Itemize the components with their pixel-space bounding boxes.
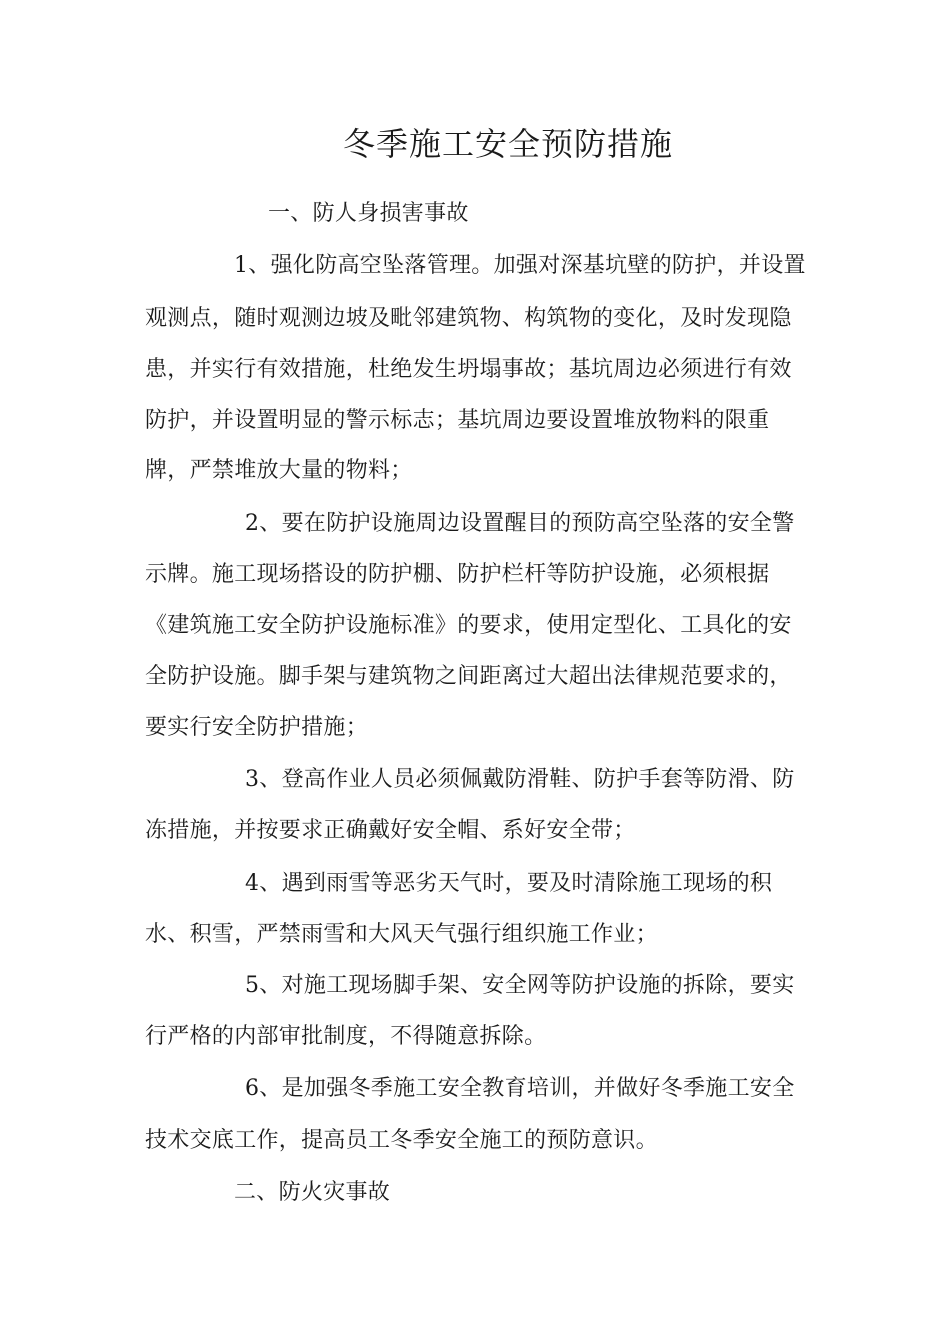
- paragraph-2-line-5: 要实行安全防护措施；: [145, 715, 369, 740]
- paragraph-2-line-1: 2、要在防护设施周边设置醒目的预防高空坠落的安全警: [245, 511, 795, 536]
- paragraph-2-line-2: 示牌。施工现场搭设的防护棚、防护栏杆等防护设施，必须根据: [145, 562, 770, 587]
- paragraph-5-line-1: 5、对施工现场脚手架、安全网等防护设施的拆除，要实: [245, 973, 795, 998]
- paragraph-6-line-2: 技术交底工作，提高员工冬季安全施工的预防意识。: [145, 1128, 658, 1153]
- paragraph-5-line-2: 行严格的内部审批制度，不得随意拆除。: [145, 1024, 547, 1049]
- paragraph-1-line-5: 牌，严禁堆放大量的物料；: [145, 458, 413, 483]
- paragraph-1-line-4: 防护，并设置明显的警示标志；基坑周边要设置堆放物料的限重: [145, 408, 770, 433]
- paragraph-2-line-3: 《建筑施工安全防护设施标准》的要求，使用定型化、工具化的安: [145, 613, 792, 638]
- paragraph-6-line-1: 6、是加强冬季施工安全教育培训，并做好冬季施工安全: [245, 1076, 795, 1101]
- paragraph-3-line-2: 冻措施，并按要求正确戴好安全帽、系好安全带；: [145, 818, 636, 843]
- section-heading-1: 一、防人身损害事故: [268, 201, 469, 226]
- section-heading-2: 二、防火灾事故: [234, 1180, 391, 1205]
- paragraph-4-line-2: 水、积雪，严禁雨雪和大风天气强行组织施工作业；: [145, 922, 658, 947]
- paragraph-1-line-3: 患，并实行有效措施，杜绝发生坍塌事故；基坑周边必须进行有效: [145, 357, 792, 382]
- paragraph-1-line-1: 1、强化防高空坠落管理。加强对深基坑壁的防护，并设置: [234, 253, 806, 278]
- document-title: 冬季施工安全预防措施: [342, 125, 673, 163]
- paragraph-2-line-4: 全防护设施。脚手架与建筑物之间距离过大超出法律规范要求的，: [145, 664, 792, 689]
- paragraph-3-line-1: 3、登高作业人员必须佩戴防滑鞋、防护手套等防滑、防: [245, 767, 795, 792]
- paragraph-1-line-2: 观测点，随时观测边坡及毗邻建筑物、构筑物的变化，及时发现隐: [145, 306, 792, 331]
- paragraph-4-line-1: 4、遇到雨雪等恶劣天气时，要及时清除施工现场的积: [245, 871, 773, 896]
